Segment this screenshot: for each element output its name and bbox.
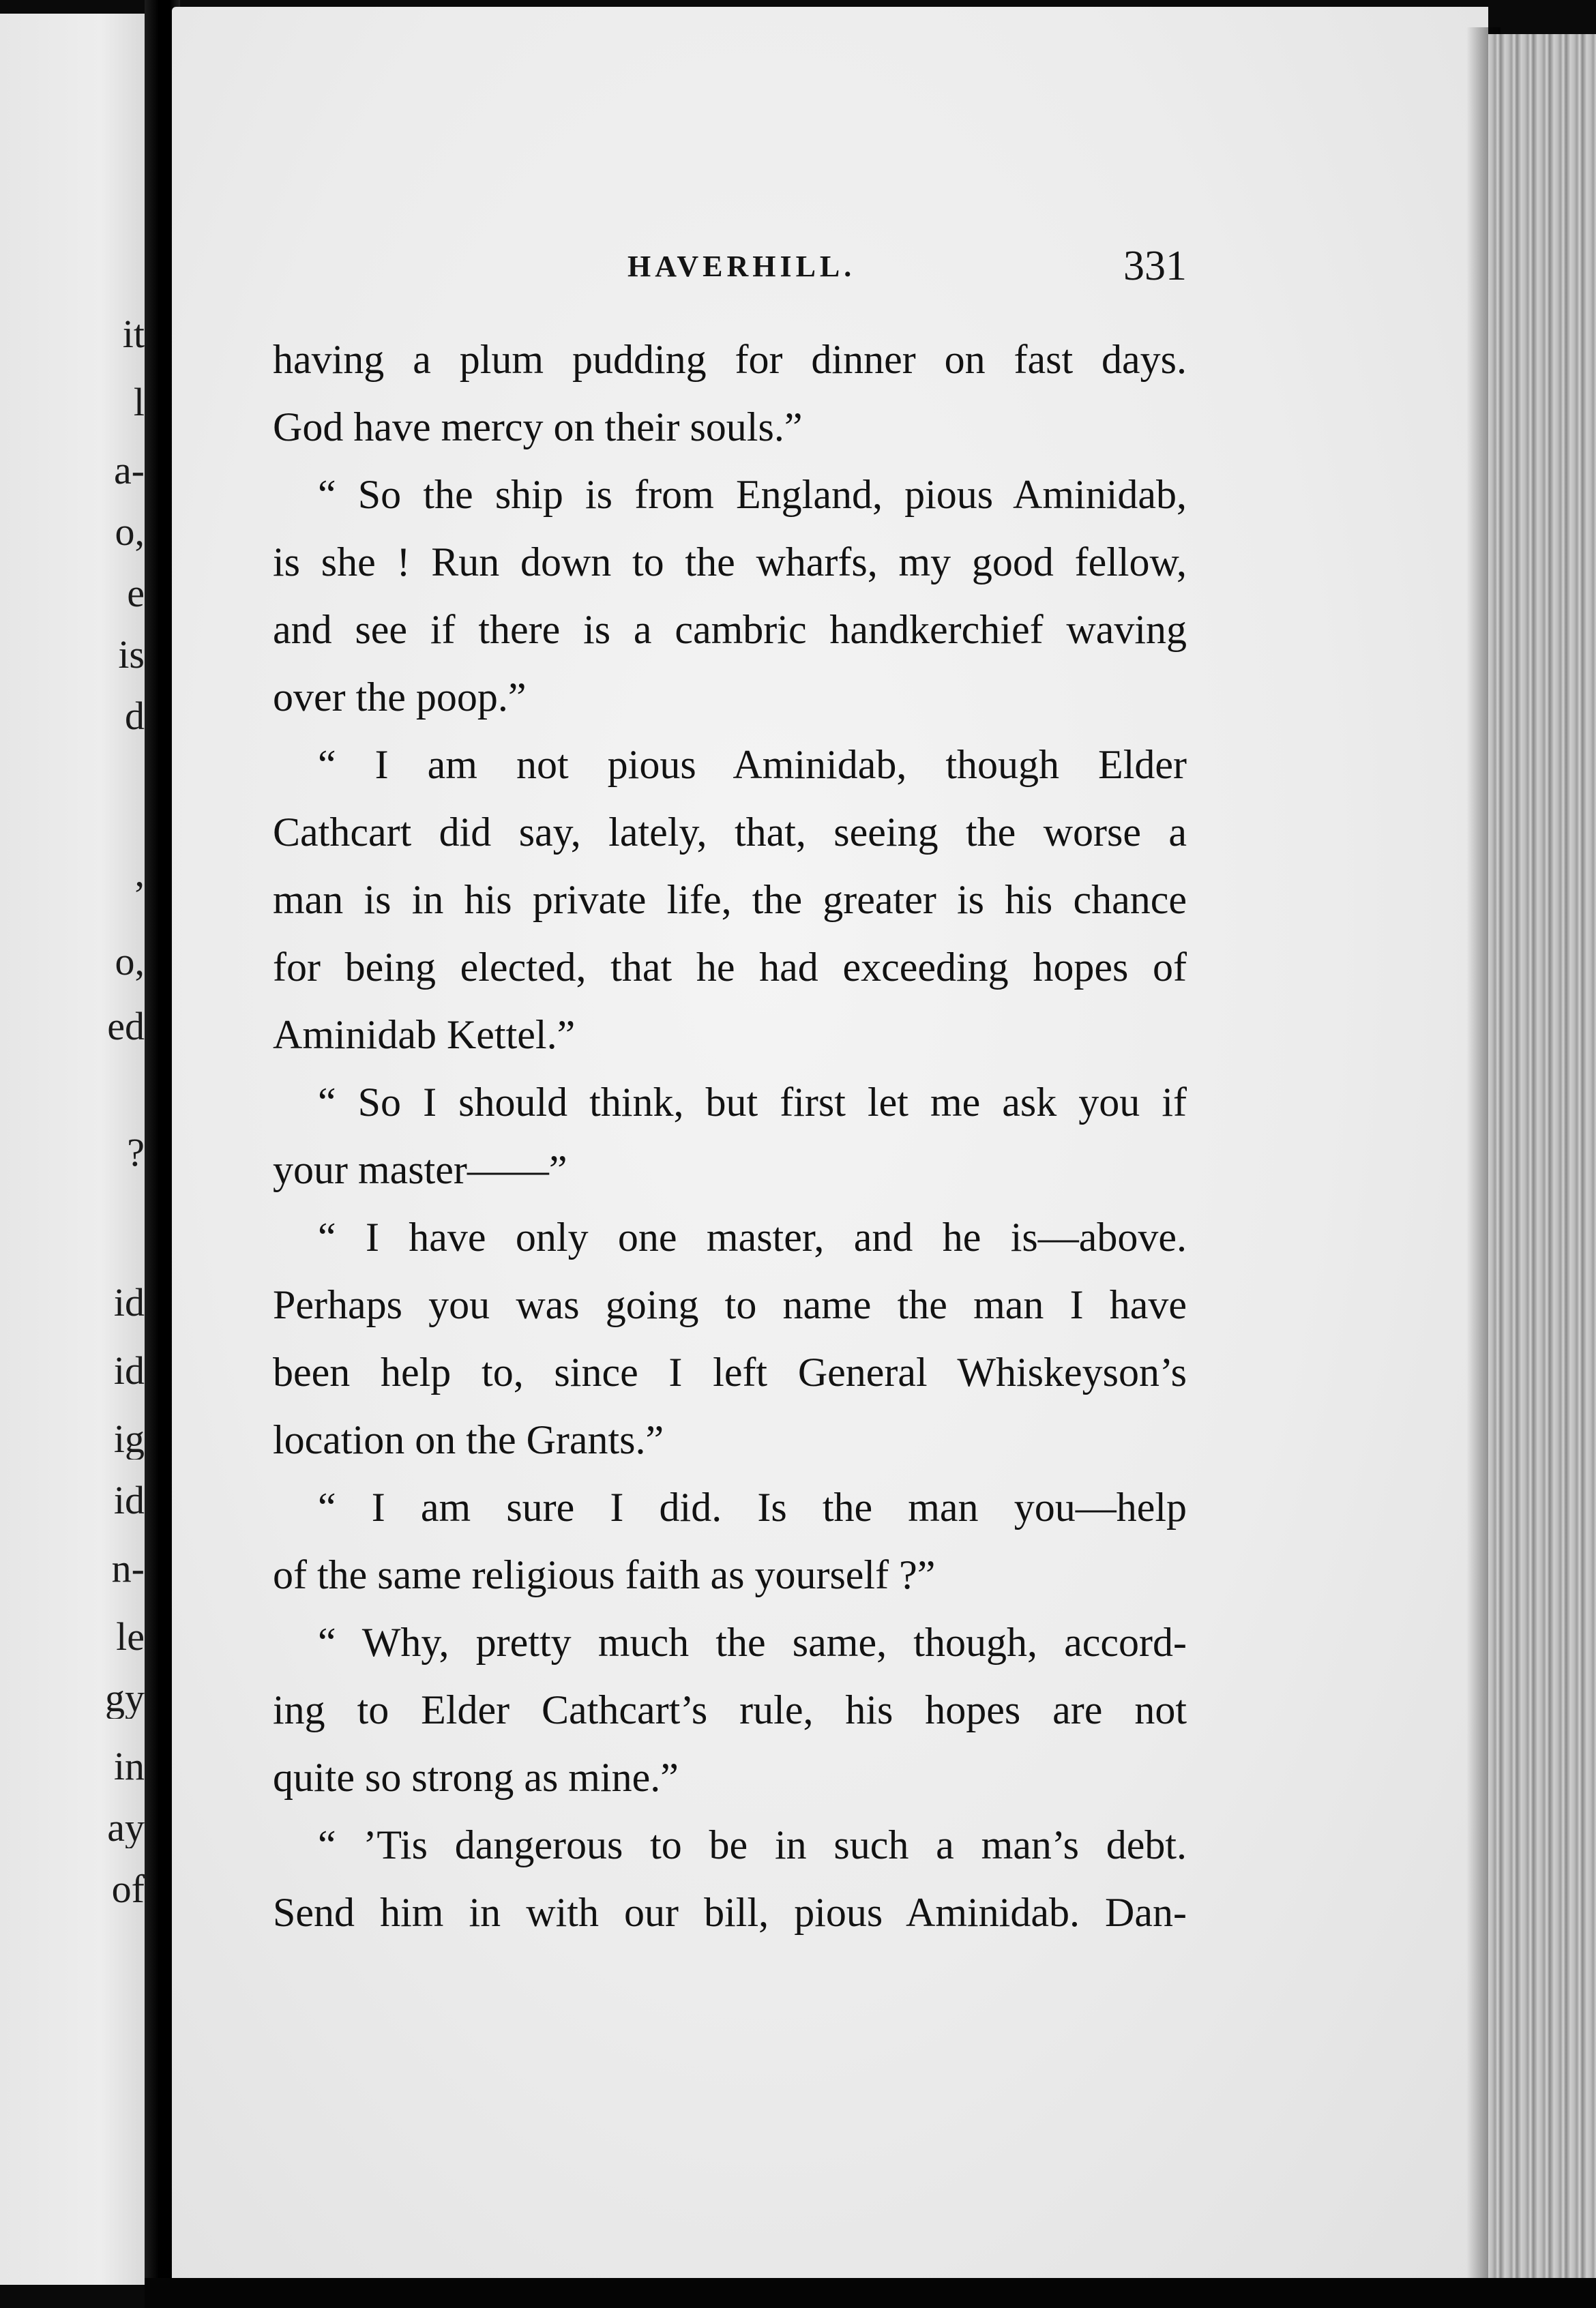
text-line: quite so strong as mine.” [273,1755,679,1800]
left-page-fragment: o, [115,512,145,552]
book-page-edges [1488,34,1596,2278]
running-head [273,242,1187,297]
text-line: Perhaps you was going to name the man I have [273,1282,1187,1327]
text-line: man is in his private life, the greater is his chance [273,877,1187,922]
left-page-text-fragments [0,14,145,2285]
text-line: been help to, since I left General Whiskeyson’s [273,1350,1187,1395]
text-line: “ I am sure I did. Is the man you—help [318,1485,1187,1530]
left-page-fragment: o, [115,941,145,982]
text-line: and see if there is a cambric handkerchief waving [273,607,1187,652]
left-facing-page [0,14,145,2285]
left-page-fragment: in [113,1746,145,1787]
text-line: location on the Grants.” [273,1417,664,1462]
bottom-edge [145,2278,1596,2308]
text-line: your master——” [273,1147,567,1192]
text-line: Send him in with our bill, pious Aminidab. Dan- [273,1890,1187,1935]
page-number: 331 [1123,243,1187,289]
text-line: for being elected, that he had exceeding hopes of [273,945,1187,990]
text-line: “ I have only one master, and he is—above. [318,1215,1187,1260]
left-page-fragment: le [116,1616,145,1657]
text-line: “ So I should think, but first let me ask you if [318,1080,1187,1125]
left-page-fragment: a- [113,450,145,491]
body-text [273,326,1187,1947]
text-line: “ So the ship is from England, pious Aminidab, [318,472,1187,517]
left-page-fragment: id [113,1480,145,1521]
left-page-fragment: l [133,382,145,423]
left-page-fragment: it [122,314,145,355]
left-page-fragment: ig [113,1419,145,1460]
left-page-fragment: is [118,634,145,675]
text-line: having a plum pudding for dinner on fast days. [273,337,1187,382]
running-title: HAVERHILL. [627,250,856,283]
left-page-fragment: gy [105,1678,145,1719]
text-line: ing to Elder Cathcart’s rule, his hopes are not [273,1687,1187,1732]
text-line: Cathcart did say, lately, that, seeing the worse a [273,810,1187,855]
left-page-fragment: e [127,573,145,614]
text-line: over the poop.” [273,675,527,720]
left-page-fragment: n- [111,1548,145,1589]
text-line: is she ! Run down to the wharfs, my good fellow, [273,539,1187,585]
left-page-fragment: , [134,853,145,893]
text-line: “ Why, pretty much the same, though, accord- [318,1620,1187,1665]
left-page-fragment: ay [107,1807,145,1848]
left-page-fragment: id [113,1282,145,1323]
text-line: God have mercy on their souls.” [273,404,803,449]
left-page-fragment: d [125,696,145,737]
left-page-fragment: of [111,1869,145,1910]
text-line: of the same religious faith as yourself ?” [273,1552,936,1597]
left-page-fragment: ed [107,1006,145,1047]
left-page-fragment: ? [127,1132,145,1173]
left-page-fragment: id [113,1350,145,1391]
text-line: “ ’Tis dangerous to be in such a man’s debt. [318,1822,1187,1867]
text-line: “ I am not pious Aminidab, though Elder [318,742,1187,787]
text-line: Aminidab Kettel.” [273,1012,576,1057]
